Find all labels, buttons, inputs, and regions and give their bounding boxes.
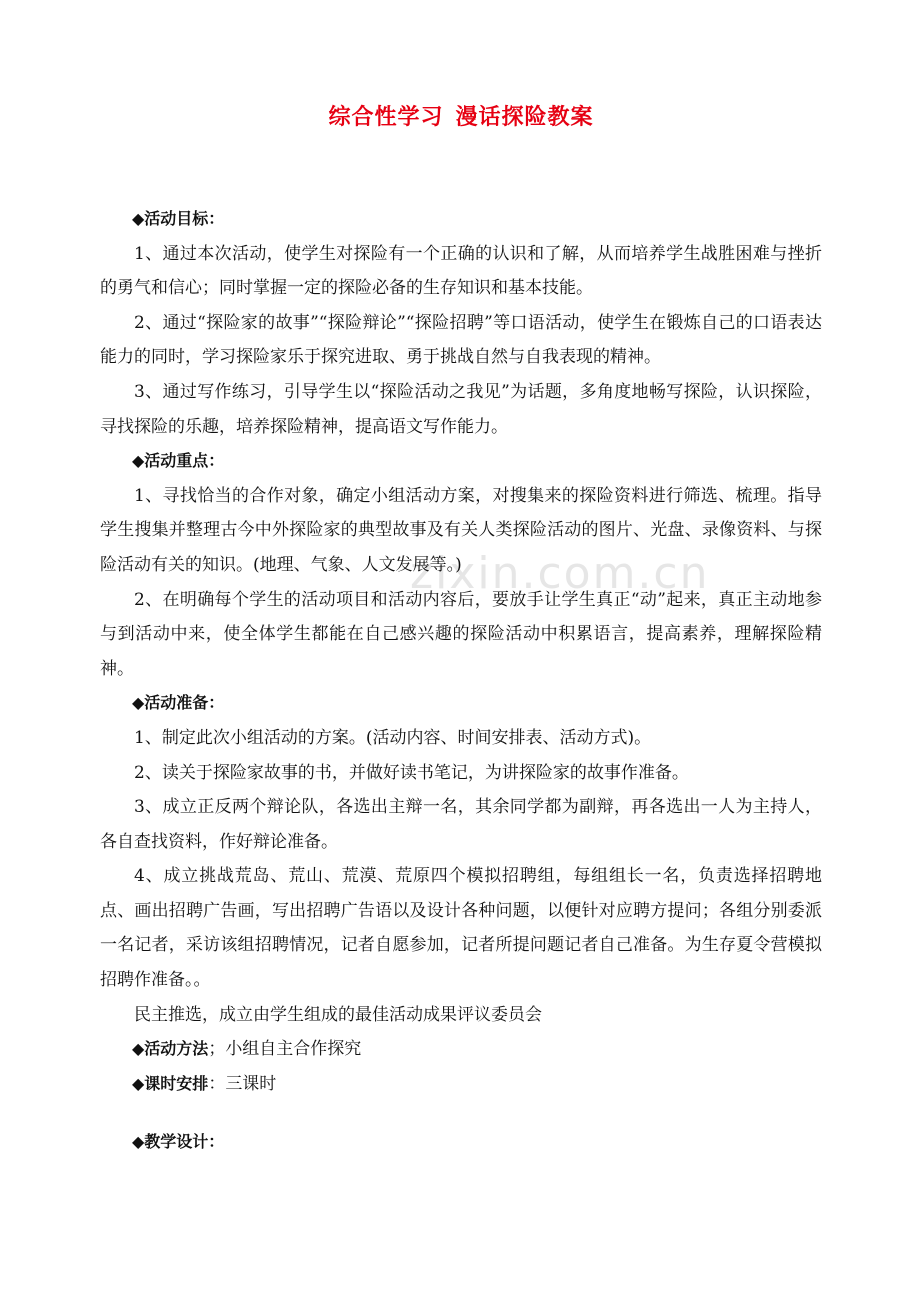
watermark-text: zixin.com.cn	[410, 548, 710, 599]
title-part-1: 综合性学习	[328, 105, 444, 130]
title-part-2: 漫话探险教案	[455, 105, 594, 130]
schedule-value: 三课时	[225, 1073, 277, 1094]
document-body	[100, 202, 822, 1160]
schedule-heading: ◆课时安排	[132, 1073, 209, 1093]
method-value: 小组自主合作探究	[225, 1039, 362, 1060]
spacer	[100, 1101, 822, 1125]
preparation-item-4: 4、成立挑战荒岛、荒山、荒漠、荒原四个模拟招聘组，每组组长一名，负责选择招聘地点、画出招聘广告画，写出招聘广告语以及设计各种问题，以便针对应聘方提问；各组分别委派一名记者，采访该组招聘情况，记者自愿参加，记者所提问题记者自己准备。为生存夏令营模拟招聘作准备。。	[100, 866, 822, 991]
section-heading-design: ◆教学设计：	[132, 1132, 225, 1152]
objective-item-3: 3、通过写作练习，引导学生以“探险活动之我见”为话题，多角度地畅写探险，认识探险，寻找探险的乐趣，培养探险精神，提高语文写作能力。	[100, 381, 822, 437]
focus-item-2: 2、在明确每个学生的活动项目和活动内容后，要放手让学生真正“动”起来，真正主动地参与到活动中来，使全体学生都能在自己感兴趣的探险活动中积累语言，提高素养，理解探险精神。	[100, 589, 822, 679]
objective-item-1: 1、通过本次活动，使学生对探险有一个正确的认识和了解，从而培养学生战胜困难与挫折的勇气和信心；同时掌握一定的探险必备的生存知识和基本技能。	[100, 243, 822, 299]
method-heading: ◆活动方法	[132, 1039, 209, 1059]
document-page	[100, 0, 822, 1300]
schedule-separator: ：	[208, 1073, 226, 1094]
preparation-item-5: 民主推选，成立由学生组成的最佳活动成果评议委员会	[134, 1004, 542, 1025]
section-heading-objectives: ◆活动目标：	[132, 209, 225, 228]
preparation-item-3: 3、成立正反两个辩论队，各选出主辩一名，其余同学都为副辩，再各选出一人为主持人，各自查找资料，作好辩论准备。	[100, 797, 822, 852]
section-schedule	[100, 1067, 822, 1102]
section-method	[100, 1032, 822, 1067]
section-heading-focus: ◆活动重点：	[132, 451, 225, 471]
focus-item-1: 1、寻找恰当的合作对象，确定小组活动方案，对搜集来的探险资料进行筛选、梳理。指导学生搜集并整理古今中外探险家的典型故事及有关人类探险活动的图片、光盘、录像资料、与探险活动有关的知识。(地理、气象、人文发展等。)	[100, 485, 822, 575]
objective-item-2: 2、通过“探险家的故事”“探险辩论”“探险招聘”等口语活动，使学生在锻炼自己的口语表达能力的同时，学习探险家乐于探究进取、勇于挑战自然与自我表现的精神。	[100, 312, 822, 368]
preparation-item-1: 1、制定此次小组活动的方案。(活动内容、时间安排表、活动方式)。	[134, 727, 652, 748]
method-separator: ；	[208, 1039, 226, 1060]
section-heading-preparation: ◆活动准备：	[132, 693, 225, 713]
document-title	[100, 100, 822, 131]
preparation-item-2: 2、读关于探险家故事的书，并做好读书笔记，为讲探险家的故事作准备。	[134, 762, 689, 783]
